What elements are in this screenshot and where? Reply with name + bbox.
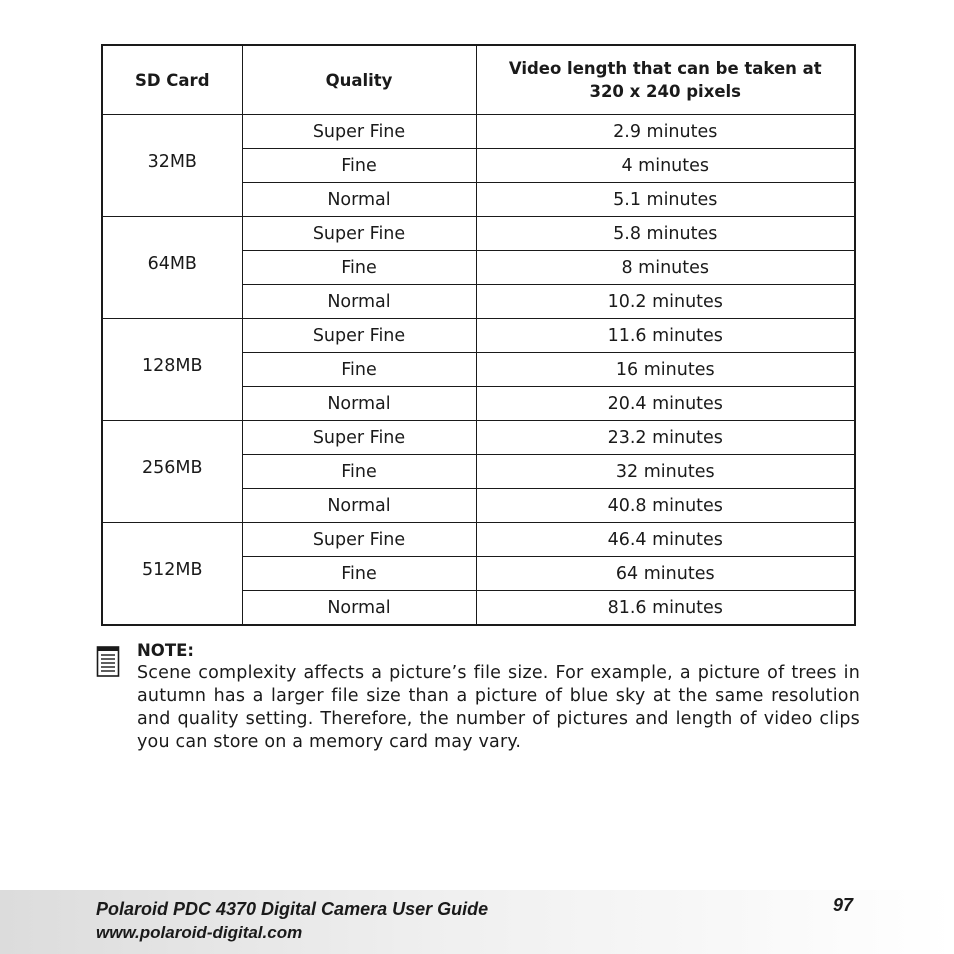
header-video-length-line1: Video length that can be taken at [508,59,822,78]
sd-card-cell: 512MB [102,523,242,626]
video-length-cell: 2.9 minutes [476,115,855,149]
video-length-cell: 5.1 minutes [476,183,855,217]
quality-cell: Super Fine [242,523,476,557]
quality-cell: Super Fine [242,319,476,353]
video-length-cell: 5.8 minutes [476,217,855,251]
page-number: 97 [833,895,854,915]
quality-cell: Normal [242,387,476,421]
video-length-cell: 32 minutes [476,455,855,489]
video-length-cell: 81.6 minutes [476,591,855,626]
quality-cell: Super Fine [242,115,476,149]
header-video-length [476,45,855,115]
video-length-cell: 10.2 minutes [476,285,855,319]
sd-card-cell: 64MB [102,217,242,319]
quality-cell: Normal [242,591,476,626]
sd-card-cell: 32MB [102,115,242,217]
table-row [102,319,855,353]
table-row [102,115,855,149]
table-row [102,523,855,557]
video-length-cell: 46.4 minutes [476,523,855,557]
quality-cell: Fine [242,251,476,285]
note-title: NOTE: [137,641,194,660]
footer-url: www.polaroid-digital.com [96,923,303,942]
quality-cell: Super Fine [242,421,476,455]
page-footer [0,890,954,954]
quality-cell: Fine [242,557,476,591]
table-row [102,217,855,251]
video-length-cell: 4 minutes [476,149,855,183]
footer-title: Polaroid PDC 4370 Digital Camera User Guide [96,899,489,919]
notepad-icon [96,644,120,678]
sd-card-cell: 128MB [102,319,242,421]
quality-cell: Normal [242,285,476,319]
video-length-cell: 23.2 minutes [476,421,855,455]
header-quality: Quality [242,45,476,115]
video-length-cell: 8 minutes [476,251,855,285]
header-video-length-line2: 320 x 240 pixels [589,82,742,101]
quality-cell: Normal [242,489,476,523]
quality-cell: Fine [242,149,476,183]
video-length-cell: 40.8 minutes [476,489,855,523]
quality-cell: Fine [242,353,476,387]
header-sd-card: SD Card [102,45,242,115]
table-header-row [102,45,855,115]
quality-cell: Super Fine [242,217,476,251]
note-text: Scene complexity affects a picture’s file size. For example, a picture of trees in autumn has a larger file size than a picture of blue sky at the same resolution and quality setting. Therefore, the number of pictures and length of video clips you can store on a memory card may vary. [137,663,860,752]
video-length-cell: 64 minutes [476,557,855,591]
video-length-cell: 11.6 minutes [476,319,855,353]
quality-cell: Normal [242,183,476,217]
video-length-table [101,44,856,626]
video-length-cell: 16 minutes [476,353,855,387]
video-length-cell: 20.4 minutes [476,387,855,421]
sd-card-cell: 256MB [102,421,242,523]
quality-cell: Fine [242,455,476,489]
table-row [102,421,855,455]
